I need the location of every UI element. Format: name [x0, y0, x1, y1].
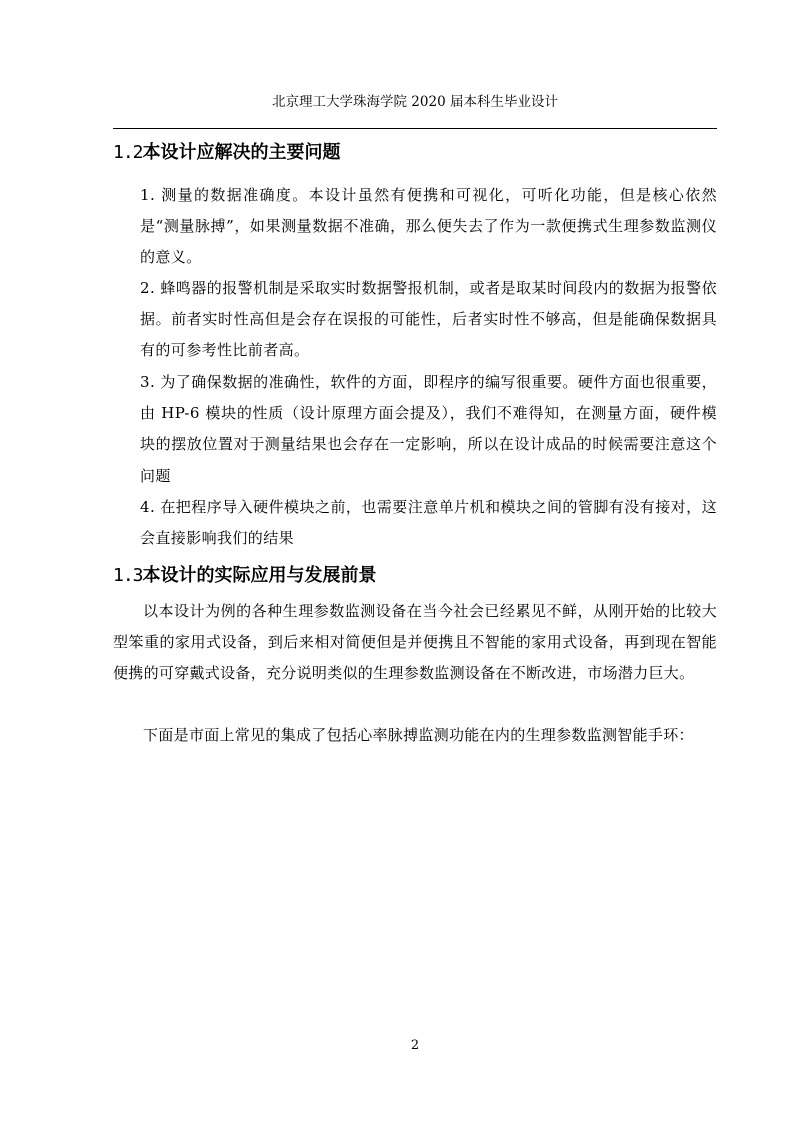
section-heading-1-3	[113, 564, 717, 588]
section-number: 1.3	[113, 565, 143, 586]
body-paragraph-2: 下面是市面上常见的集成了包括心率脉搏监测功能在内的生理参数监测智能手环：	[143, 726, 694, 744]
list-item-3: 3. 为了确保数据的准确性，软件的方面，即程序的编写很重要。硬件方面也很重要，由 HP-6 模块的性质（设计原理方面会提及），我们不难得知，在测量方面，硬件模块的摆放位置对于测量结果也会存在一定影响，所以在设计成品的时候需要注意这个问题	[140, 373, 717, 485]
header-rule	[113, 128, 717, 129]
list-item-4: 4. 在把程序导入硬件模块之前，也需要注意单片机和模块之间的管脚有没有接对，这会直接影响我们的结果	[140, 498, 717, 548]
section-number: 1.2	[113, 142, 143, 163]
section-title: 本设计应解决的主要问题	[142, 142, 341, 163]
body-paragraph-1: 以本设计为例的各种生理参数监测设备在当今社会已经累见不鲜，从刚开始的比较大型笨重的家用式设备，到后来相对简便但是并便携且不智能的家用式设备，再到现在智能便携的可穿戴式设备，充分说明类似的生理参数监测设备在不断改进，市场潜力巨大。	[113, 602, 717, 682]
section-heading-1-2	[113, 141, 717, 165]
list-item-2: 2. 蜂鸣器的报警机制是采取实时数据警报机制，或者是取某时间段内的数据为报警依据。前者实时性高但是会存在误报的可能性，后者实时性不够高，但是能确保数据具有的可参考性比前者高。	[140, 279, 717, 360]
section-title: 本设计的实际应用与发展前景	[142, 565, 377, 586]
page-header: 北京理工大学珠海学院 2020 届本科生毕业设计	[272, 94, 558, 110]
page-number: 2	[410, 1038, 420, 1053]
list-item-1: 1. 测量的数据准确度。本设计虽然有便携和可视化，可听化功能，但是核心依然是“测量脉搏”，如果测量数据不准确，那么便失去了作为一款便携式生理参数监测仪的意义。	[140, 186, 717, 267]
